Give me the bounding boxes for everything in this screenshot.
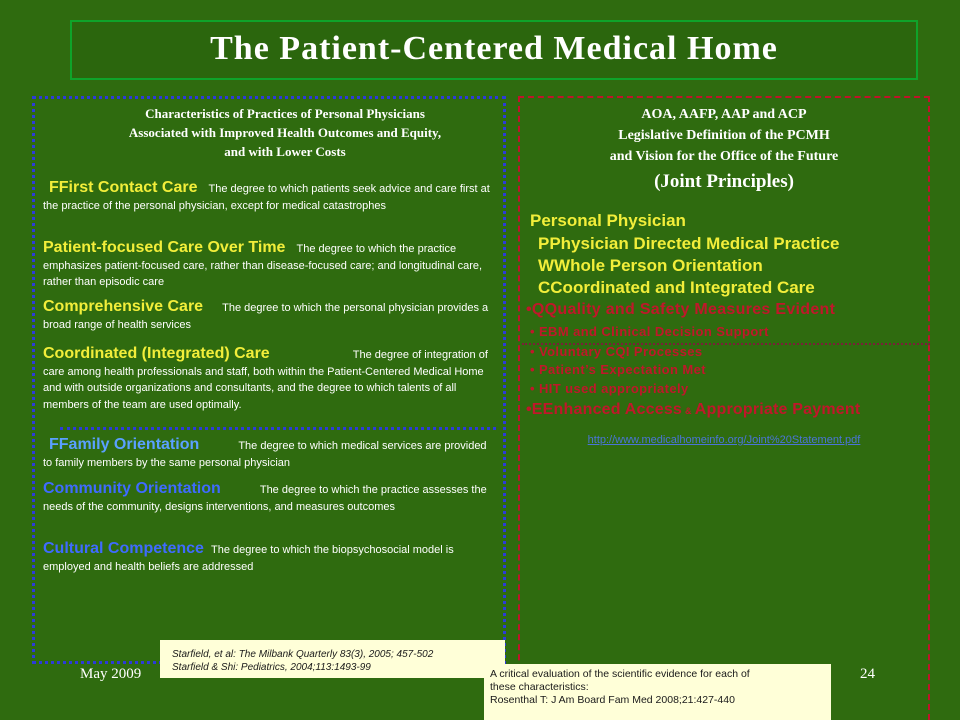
item-text: The degree to which the practice assesses the needs of the community, designs interventions, and measures outcomes xyxy=(43,484,487,513)
item-community-orientation xyxy=(43,481,493,515)
right-reference xyxy=(484,664,831,720)
left-header-line: Characteristics of Practices of Personal Physicians xyxy=(145,106,425,121)
item-cultural-competence xyxy=(43,541,493,575)
right-header-line: and Vision for the Office of the Future xyxy=(609,149,839,164)
quality-sub-item: • Patient’s Expectation Met xyxy=(530,362,706,377)
item-text: The degree of integration of care among health professionals and staff, both within the Patient-Centered Medical Home and with outside organizations and consultants, and the degree to which talents of all members of the team are used optimally. xyxy=(43,349,488,411)
item-patient-focused xyxy=(43,240,493,291)
joint-statement-link[interactable]: http://www.medicalhomeinfo.org/Joint%20Statement.pdf xyxy=(587,434,861,446)
reference-line: Starfield, et al: The Milbank Quarterly 83(3), 2005; 457-502 xyxy=(172,649,434,660)
item-text: The degree to which the personal physician provides a broad range of health services xyxy=(43,302,489,331)
reference-line: A critical evaluation of the scientific evidence for each of xyxy=(490,668,750,680)
reference-line: Rosenthal T: J Am Board Fam Med 2008;21:427-440 xyxy=(490,694,735,706)
item-heading: Community Orientation xyxy=(43,480,221,497)
right-header-line: Legislative Definition of the PCMH xyxy=(618,128,830,143)
item-text: The degree to which patients seek advice and care first at the practice of the personal physician, except for medical catastrophes xyxy=(43,183,490,212)
item-heading: Coordinated (Integrated) Care xyxy=(43,345,270,362)
item-heading: FFirst Contact Care xyxy=(49,179,198,196)
enhanced-access-text: •EEnhanced Access xyxy=(526,401,683,418)
title-box xyxy=(70,20,918,80)
quality-sub-item: • EBM and Clinical Decision Support xyxy=(530,324,769,339)
item-text: The degree to which the biopsychosocial model is employed and health beliefs are addressed xyxy=(43,544,454,573)
right-header-subtitle: (Joint Principles) xyxy=(654,171,794,192)
left-header-line: Associated with Improved Health Outcomes and Equity, xyxy=(128,125,442,140)
enhanced-access-line xyxy=(526,401,860,419)
item-heading: FFamily Orientation xyxy=(49,436,200,453)
item-text: The degree to which the practice emphasizes patient-focused care, rather than disease-focused care; and longitudinal care, rather than episodic care xyxy=(43,243,483,288)
left-header-line: and with Lower Costs xyxy=(224,144,346,159)
principle-physician-directed: PPhysician Directed Medical Practice xyxy=(538,234,840,253)
right-header xyxy=(518,104,930,195)
item-coordinated xyxy=(43,346,493,413)
quality-sub-item: • Voluntary CQI Processes xyxy=(530,344,703,359)
principle-whole-person: WWhole Person Orientation xyxy=(538,256,763,275)
left-reference xyxy=(160,640,505,678)
item-heading: Cultural Competence xyxy=(43,540,204,557)
principle-coordinated-care: CCoordinated and Integrated Care xyxy=(538,278,815,297)
quality-safety-heading: •QQuality and Safety Measures Evident xyxy=(526,301,836,318)
item-first-contact xyxy=(43,180,493,214)
page-number: 24 xyxy=(860,666,875,682)
right-header-line: AOA, AAFP, AAP and ACP xyxy=(641,107,807,122)
item-family-orientation xyxy=(43,437,493,471)
reference-line: these characteristics: xyxy=(490,681,589,693)
quality-sub-item: • HIT used appropriately xyxy=(530,381,689,396)
left-dotted-divider xyxy=(60,427,496,430)
left-header xyxy=(60,104,510,161)
item-text: The degree to which medical services are provided to family members by the same personal physician xyxy=(43,440,487,469)
reference-line: Starfield & Shi: Pediatrics, 2004;113:1493-99 xyxy=(172,662,371,673)
slide-title: The Patient-Centered Medical Home xyxy=(210,30,778,67)
item-comprehensive xyxy=(43,299,493,333)
principle-personal-physician: Personal Physician xyxy=(530,211,686,230)
item-heading: Patient-focused Care Over Time xyxy=(43,239,286,256)
appropriate-payment-text: Appropriate Payment xyxy=(694,401,861,418)
footer-date: May 2009 xyxy=(80,666,142,682)
ampersand: & xyxy=(685,406,692,416)
item-heading: Comprehensive Care xyxy=(43,298,204,315)
